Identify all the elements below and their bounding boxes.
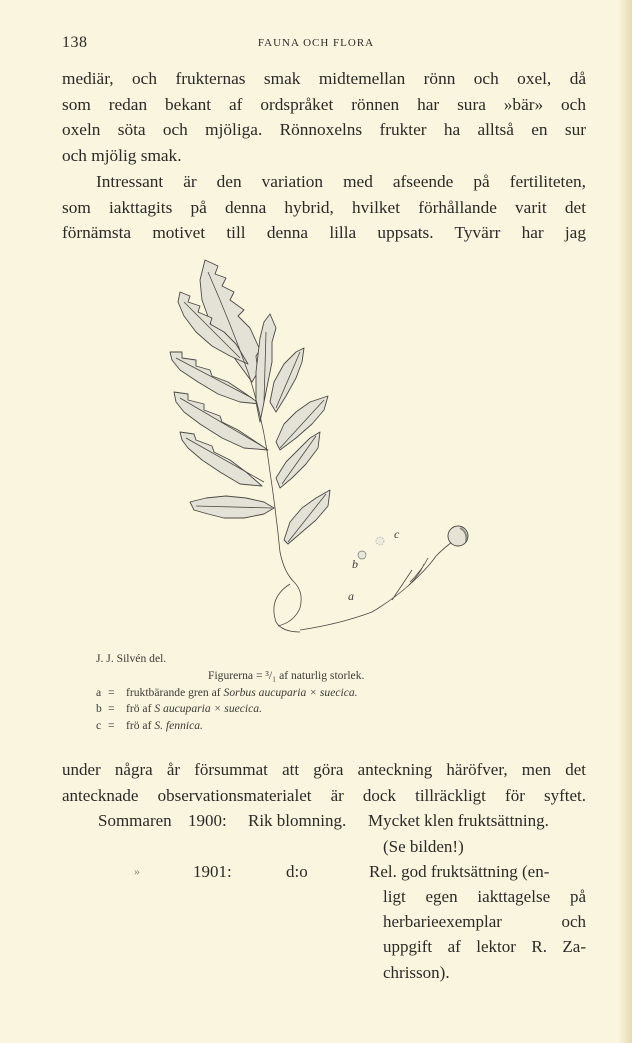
text-line: oxeln söta och mjöliga. Rönnoxelns frukter ha alltså en sur xyxy=(62,120,586,140)
year: 1901: xyxy=(193,862,232,881)
page-edge-shadow xyxy=(618,0,632,1043)
scale-note: Figurerna = ³/₁ af naturlig storlek. xyxy=(208,668,365,682)
figure-label-b: b xyxy=(352,557,358,571)
running-head xyxy=(0,34,632,54)
artist-credit: J. J. Silvén del. xyxy=(96,652,167,665)
text-line: antecknade observationsmaterialet är dock tillräckligt för syftet. xyxy=(62,785,586,805)
year: 1900: xyxy=(188,811,227,830)
fruiting-remark xyxy=(383,884,586,985)
flowering-note: d:o xyxy=(286,862,308,881)
figure-caption xyxy=(96,651,516,735)
fruiting-note: Rel. god fruktsättning (en- xyxy=(369,862,550,881)
fruiting-note: (Se bilden!) xyxy=(383,837,464,856)
page-number: 138 xyxy=(62,34,88,51)
seed-b xyxy=(358,551,366,559)
text-line: mediär, och frukternas smak midtemellan rönn och oxel, då xyxy=(62,69,586,88)
figure-label-a: a xyxy=(348,589,354,603)
text-line: uppgift af lektor R. Za- xyxy=(383,937,586,957)
text-line: och mjölig smak. xyxy=(62,146,182,166)
season-label: Sommaren xyxy=(98,811,172,830)
paragraph-observations-intro xyxy=(62,757,586,808)
legend-item-b: b = frö af S aucuparia × suecica. xyxy=(96,702,262,716)
paragraph-fruit-taste xyxy=(62,66,586,169)
leaflet xyxy=(270,348,304,412)
running-title: FAUNA OCH FLORA xyxy=(257,37,375,49)
text-line: Intressant är den variation med afseende på fertiliteten, xyxy=(96,172,586,191)
ditto-mark: » xyxy=(134,864,140,878)
text-line: chrisson). xyxy=(383,962,450,982)
text-line: som redan bekant af ordspråket rönnen har sura »bär» och xyxy=(62,94,586,114)
legend-item-a: a = fruktbärande gren af Sorbus aucuparia × suecica. xyxy=(96,685,358,699)
fruiting-note: Mycket klen fruktsättning. xyxy=(368,811,549,830)
text-line: herbarieexemplar och xyxy=(383,912,586,932)
text-line: under några år försummat att göra anteckning häröfver, men det xyxy=(62,760,586,779)
text-line: ligt egen iakttagelse på xyxy=(383,887,586,906)
flowering-note: Rik blomning. xyxy=(248,811,347,830)
seed-c xyxy=(376,537,384,545)
text-line: förnämsta motivet till denna lilla uppsats. Tyvärr har jag xyxy=(62,223,586,243)
botanical-illustration xyxy=(160,252,490,642)
figure-label-c: c xyxy=(394,527,400,541)
fruit-branch xyxy=(300,542,452,630)
text-line: som iakttagits på denna hybrid, hvilket förhållande varit det xyxy=(62,197,586,217)
paragraph-fertility xyxy=(62,169,586,246)
fruit xyxy=(448,526,468,546)
scale-fraction: ³/₁ xyxy=(265,668,277,682)
legend-item-c: c = frö af S. fennica. xyxy=(96,719,203,733)
